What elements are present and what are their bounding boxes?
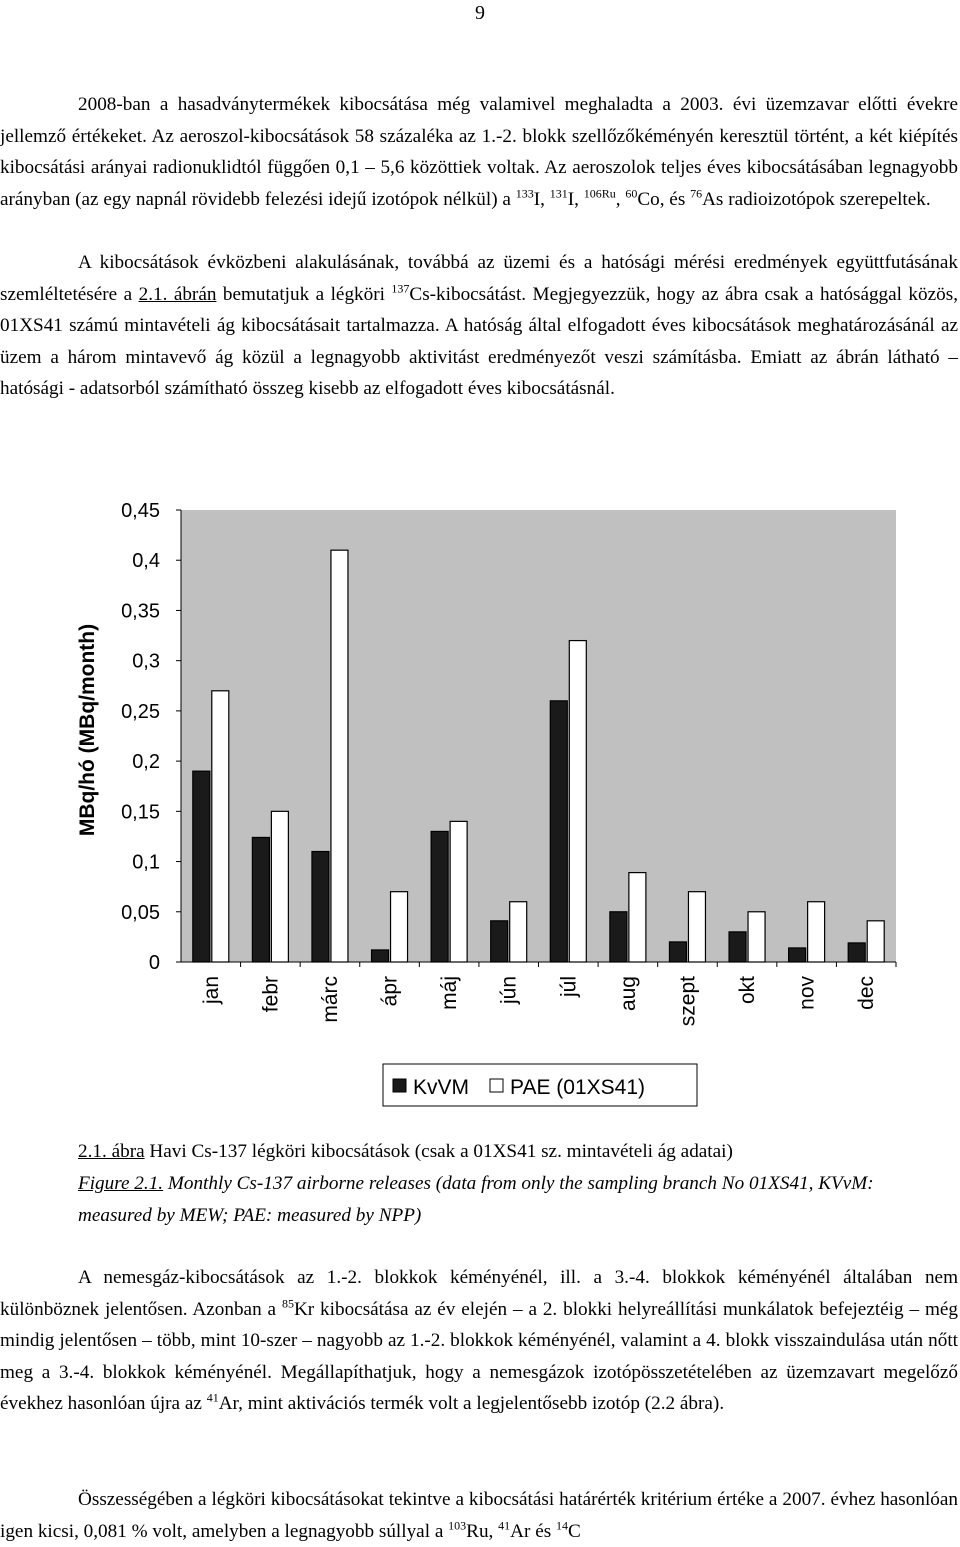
bar-pae-szept (688, 892, 705, 962)
bar-pae-máj (450, 821, 467, 962)
bar-pae-jan (212, 691, 229, 962)
caption-figure-ref-en: Figure 2.1. (78, 1173, 164, 1194)
bar-pae-jún (510, 902, 527, 962)
y-tick-label: 0,25 (121, 700, 160, 723)
x-tick-label: jan (199, 976, 223, 1005)
y-tick-label: 0,2 (132, 751, 160, 774)
bar-pae-nov (808, 902, 825, 962)
x-tick-label: márc (318, 976, 342, 1023)
bar-pae-okt (748, 912, 765, 962)
bar-kvvm-ápr (372, 950, 389, 962)
y-tick-label: 0,3 (132, 650, 160, 673)
y-axis-label: MBq/hó (MBq/month) (76, 623, 99, 837)
y-tick-label: 0,15 (121, 801, 160, 824)
figure-reference-link[interactable]: 2.1. ábrán (138, 283, 217, 305)
bar-pae-júl (569, 641, 586, 962)
x-tick-label: máj (438, 976, 462, 1010)
x-tick-label: dec (855, 976, 879, 1010)
x-tick-label: febr (259, 976, 283, 1013)
legend-label: PAE (01XS41) (510, 1076, 646, 1099)
bar-kvvm-júl (550, 701, 567, 962)
figure-caption-english: Figure 2.1. Monthly Cs-137 airborne releases (data from only the sampling branch No 01XS41, KVvM: measured by MEW; PAE: measured by NPP) (78, 1173, 874, 1226)
chart-svg (0, 488, 960, 1128)
bar-kvvm-okt (729, 932, 746, 962)
bar-kvvm-dec (848, 943, 865, 962)
x-tick-label: júl (557, 976, 581, 998)
y-tick-label: 0,05 (121, 901, 160, 924)
y-tick-label: 0 (148, 952, 160, 974)
caption-figure-ref: 2.1. ábra (78, 1141, 145, 1162)
bar-kvvm-máj (431, 831, 448, 962)
bar-kvvm-szept (669, 942, 686, 962)
bar-kvvm-nov (789, 948, 806, 962)
bar-kvvm-márc (312, 852, 329, 962)
legend-swatch (490, 1079, 503, 1092)
y-tick-label: 0,45 (121, 500, 160, 522)
bar-kvvm-jún (491, 921, 508, 962)
x-tick-label: ápr (378, 976, 402, 1007)
x-tick-label: okt (736, 976, 760, 1005)
x-tick-label: nov (795, 976, 819, 1010)
bar-pae-febr (271, 811, 288, 962)
figure-caption-hungarian: 2.1. ábra Havi Cs-137 légköri kibocsátások (csak a 01XS41 sz. mintavételi ág adatai) (78, 1141, 733, 1162)
bar-kvvm-aug (610, 912, 627, 962)
y-tick-label: 0,1 (132, 851, 160, 874)
bar-kvvm-febr (252, 837, 269, 962)
cs137-monthly-bar-chart (0, 488, 960, 1128)
x-tick-label: jún (497, 976, 521, 1005)
bar-pae-ápr (391, 892, 408, 962)
paragraph-noble-gas: A nemesgáz-kibocsátások az 1.-2. blokkok kéményénél, ill. a 3.-4. blokkok kéményénél általában nem különböznek jelentősen. Azonban a $^{85}$Kr kibocsátása az év elején – a 2. blokki helyreállítási munkálatok befejeztéig – még mindig jelentősen – több, mint 10-szer – nagyobb az 1.-2. blokkok kéményénél, valamint a 4. blokk visszaindulása után nőtt meg a 3.-4. blokkok kéményénél. Megállapíthatjuk, hogy a nemesgázok izotópösszetételében az üzemzavart megelőző évekhez hasonlóan újra az $^{41}$Ar, mint aktivációs termék volt a legjelentősebb izotóp (2.2 ábra). (0, 1267, 958, 1414)
paragraph-summary: Összességében a légköri kibocsátásokat tekintve a kibocsátási határérték kritérium értéke a 2007. évhez hasonlóan igen kicsi, 0,081 % volt, amelyben a legnagyobb súllyal a $^{103}$Ru, $^{41}$Ar és $^{14}$C (0, 1489, 958, 1542)
bar-kvvm-jan (193, 771, 210, 962)
page-number: 9 (475, 2, 485, 24)
paragraph-figure-intro: A kibocsátások évközbeni alakulásának, továbbá az üzemi és a hatósági mérési eredmények együttfutásának szemléltetésére a 2.1. ábrán bemutatjuk a légköri $^{137}$Cs-kibocsátást. Megjegyezzük, hogy az ábra csak a hatósággal közös, 01XS41 számú mintavételi ág kibocsátásait tartalmazza. A hatóság által elfogadott éves kibocsátások meghatározásánál az üzem a három mintavevő ág közül a legnagyobb aktivitást eredményezőt veszi számításba. Emiatt az ábrán látható – hatósági - adatsorból számítható összeg kisebb az elfogadott éves kibocsátásnál. (0, 252, 958, 399)
legend-label: KvVM (413, 1076, 470, 1099)
bar-pae-dec (867, 921, 884, 962)
paragraph-aerosol-releases: 2008-ban a hasadványtermékek kibocsátása még valamivel meghaladta a 2003. évi üzemzavar előtti évekre jellemző értékeket. Az aeroszol-kibocsátások 58 százaléka az 1.-2. blokk szellőzőkéményén keresztül történt, a két kiépítés kibocsátási arányai radionuklidtól függően 0,1 – 5,6 közöttiek voltak. Az aeroszolok teljes éves kibocsátásában legnagyobb arányban (az egy napnál rövidebb felezési idejű izotópok nélkül) a $^{133}$I, $^{131}$I, $^{106Ru}$, $^{60}$Co, és $^{76}$As radioizotópok szerepeltek. (0, 94, 958, 210)
y-tick-label: 0,4 (132, 550, 160, 573)
bar-pae-aug (629, 873, 646, 962)
x-tick-label: aug (616, 976, 640, 1012)
bar-pae-márc (331, 550, 348, 962)
x-tick-label: szept (676, 976, 700, 1027)
legend-swatch (393, 1079, 406, 1092)
y-tick-label: 0,35 (121, 600, 160, 623)
